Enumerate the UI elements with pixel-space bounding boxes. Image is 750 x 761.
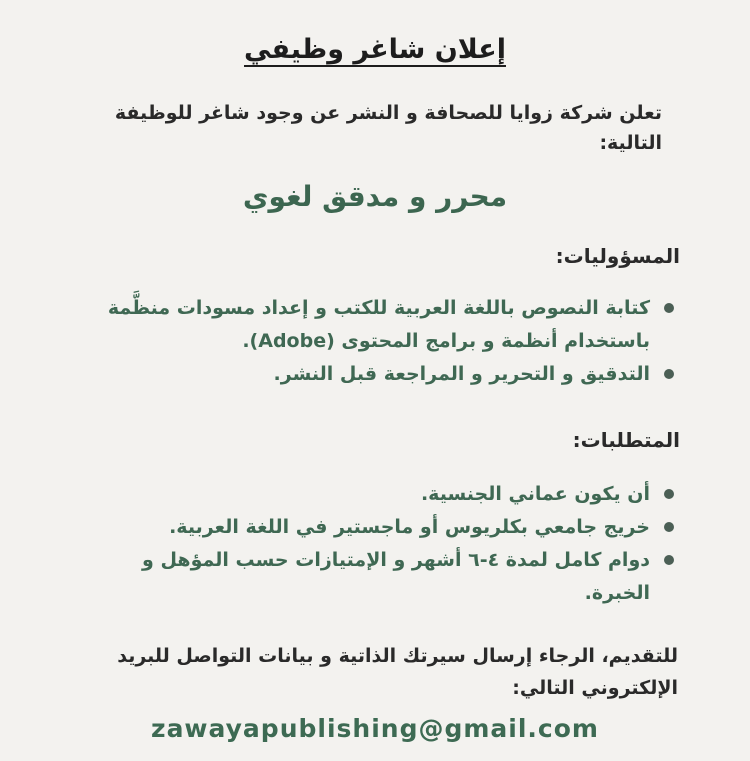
list-item xyxy=(76,511,676,544)
bullet-icon xyxy=(664,489,674,499)
bullet-icon xyxy=(664,555,674,565)
list-item-text: أن يكون عماني الجنسية. xyxy=(420,483,650,505)
bullet-icon xyxy=(664,369,674,379)
requirements-list xyxy=(76,478,676,610)
list-item xyxy=(76,544,676,610)
responsibilities-heading: المسؤوليات: xyxy=(555,244,680,268)
list-item xyxy=(76,358,676,391)
list-item-text: التدقيق و التحرير و المراجعة قبل النشر. xyxy=(273,363,650,385)
list-item-text: خريج جامعي بكلريوس أو ماجستير في اللغة العربية. xyxy=(169,516,650,538)
announcement-intro: تعلن شركة زوايا للصحافة و النشر عن وجود شاغر للوظيفة التالية: xyxy=(114,102,662,154)
requirements-heading: المتطلبات: xyxy=(572,428,680,452)
announcement-title: إعلان شاغر وظيفي xyxy=(244,34,506,65)
responsibilities-list xyxy=(76,292,676,391)
list-item xyxy=(76,292,676,358)
apply-instructions: للتقديم، الرجاء إرسال سيرتك الذاتية و بيانات التواصل للبريد الإلكتروني التالي: xyxy=(117,645,678,699)
bullet-icon xyxy=(664,303,674,313)
list-item-text: دوام كامل لمدة ٤-٦ أشهر و الإمتيازات حسب المؤهل و الخبرة. xyxy=(142,549,650,604)
bullet-icon xyxy=(664,522,674,532)
list-item-text: كتابة النصوص باللغة العربية للكتب و إعداد مسودات منظَّمة باستخدام أنظمة و برامج المحتوى (Adobe). xyxy=(107,297,650,352)
contact-email[interactable]: zawayapublishing@gmail.com xyxy=(151,714,599,743)
list-item xyxy=(76,478,676,511)
job-title: محرر و مدقق لغوي xyxy=(242,180,508,213)
